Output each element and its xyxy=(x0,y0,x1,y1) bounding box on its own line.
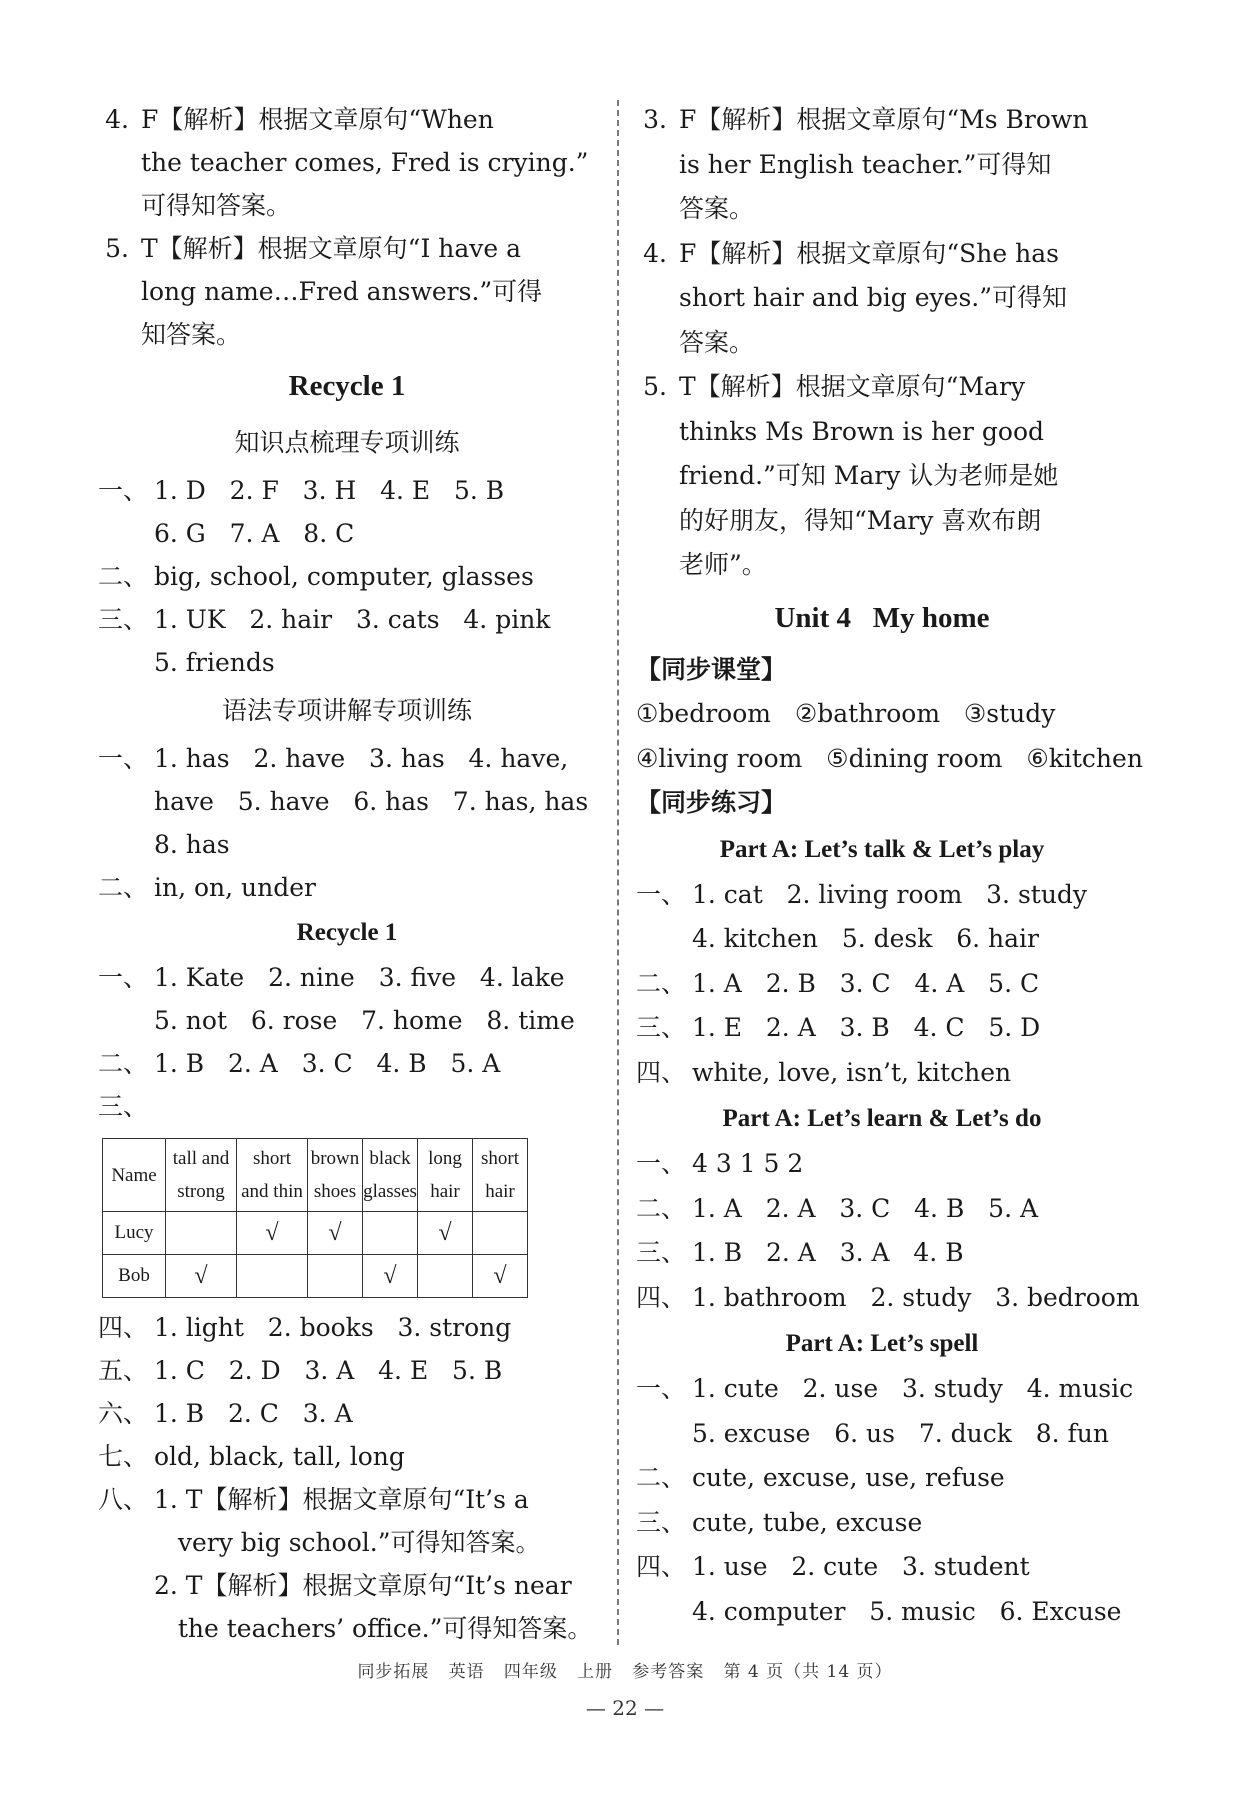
answer-line xyxy=(636,187,1128,232)
answer-line xyxy=(98,1435,596,1478)
table-header-cell: Name xyxy=(103,1139,166,1212)
table-header-cell: black glasses xyxy=(363,1139,418,1212)
answer-line xyxy=(98,1349,596,1392)
answer-line xyxy=(98,141,596,184)
answer-line xyxy=(98,1564,596,1607)
answer-text: 1. B 2. C 3. A xyxy=(154,1399,353,1428)
part-spell-answers xyxy=(636,1367,1134,1634)
answer-line xyxy=(636,1412,1128,1457)
right-column xyxy=(636,98,1143,1634)
answer-line xyxy=(636,543,1128,588)
question-index: 二、 xyxy=(636,1463,687,1492)
answer-text: 的好朋友，得知“Mary 喜欢布朗 xyxy=(679,505,1042,535)
left-column xyxy=(98,98,596,1650)
answer-line xyxy=(636,1231,1128,1276)
answer-text: thinks Ms Brown is her good xyxy=(679,416,1045,446)
answer-line xyxy=(636,98,1128,143)
question-index: 二、 xyxy=(636,1193,687,1223)
answer-line xyxy=(98,956,596,999)
table-mark-cell xyxy=(308,1255,363,1298)
answer-line xyxy=(98,1478,596,1521)
answer-text: short hair and big eyes.”可得知 xyxy=(679,283,1068,312)
answer-line xyxy=(636,365,1128,410)
answer-line xyxy=(636,873,1128,918)
question-index: 二、 xyxy=(98,1049,149,1078)
answer-text: 1. B 2. A 3. C 4. B 5. A xyxy=(154,1049,501,1078)
item-number: 4. xyxy=(643,238,667,268)
answer-text: is her English teacher.”可得知 xyxy=(679,149,1052,179)
answer-text: 5. excuse 6. us 7. duck 8. fun xyxy=(692,1418,1109,1448)
answer-line xyxy=(98,98,596,141)
item-number: 3. xyxy=(643,105,667,134)
answer-text: 4. computer 5. music 6. Excuse xyxy=(692,1596,1122,1626)
answer-line xyxy=(98,1607,596,1650)
item-number: 5. xyxy=(105,234,129,263)
vocab-list xyxy=(636,692,1143,781)
answer-text: 5. friends xyxy=(154,648,275,677)
answer-text: 1. D 2. F 3. H 4. E 5. B xyxy=(154,476,505,505)
answer-text: 1. bathroom 2. study 3. bedroom xyxy=(692,1282,1140,1312)
answer-text: 1. has 2. have 3. has 4. have, xyxy=(154,744,569,773)
answer-text: very big school.”可得知答案。 xyxy=(154,1528,541,1557)
answer-line xyxy=(98,1085,596,1128)
answer-line xyxy=(636,1456,1128,1501)
sync-class-label: 【同步课堂】 xyxy=(636,654,787,684)
table-header-cell: short hair xyxy=(473,1139,528,1212)
question-index: 一、 xyxy=(98,963,149,992)
question-index: 三、 xyxy=(636,1013,687,1042)
answer-line xyxy=(636,962,1128,1007)
answer-text: F【解析】根据文章原句“She has xyxy=(679,238,1059,268)
question-index: 一、 xyxy=(98,744,149,773)
answer-text: 2. T【解析】根据文章原句“It’s near xyxy=(154,1571,572,1600)
part-talk-title: Part A: Let’s talk & Let’s play xyxy=(719,835,1045,863)
answer-text: T【解析】根据文章原句“Mary xyxy=(679,372,1026,401)
answer-text: the teachers’ office.”可得知答案。 xyxy=(154,1614,593,1643)
answer-text: 1. Kate 2. nine 3. five 4. lake xyxy=(154,963,565,992)
table-mark-cell xyxy=(473,1212,528,1255)
question-index: 四、 xyxy=(636,1057,687,1087)
answer-line xyxy=(636,143,1128,188)
question-index: 一、 xyxy=(98,476,149,505)
question-index: 二、 xyxy=(98,562,149,591)
part-spell-title: Part A: Let’s spell xyxy=(785,1330,979,1357)
answer-text: 答案。 xyxy=(679,194,755,223)
question-index: 四、 xyxy=(636,1552,687,1581)
table-name-cell: Bob xyxy=(103,1255,166,1298)
answer-line xyxy=(636,276,1128,321)
question-index: 一、 xyxy=(636,1149,687,1178)
answer-line xyxy=(636,1006,1128,1051)
answer-line xyxy=(636,1590,1128,1635)
answer-line xyxy=(636,499,1128,544)
answer-line xyxy=(98,469,596,512)
answer-text: 8. has xyxy=(154,830,230,859)
table-name-cell: Lucy xyxy=(103,1212,166,1255)
question-index: 三、 xyxy=(98,1092,149,1121)
answer-text: 1. B 2. A 3. A 4. B xyxy=(692,1238,964,1267)
recycle-test-answers-part1 xyxy=(98,956,596,1128)
table-mark-cell xyxy=(363,1212,418,1255)
grammar-answers xyxy=(98,737,596,909)
answer-text: cute, excuse, use, refuse xyxy=(692,1463,1005,1492)
answer-text: in, on, under xyxy=(154,873,316,902)
unit4-title: Unit 4 My home xyxy=(774,601,990,634)
answer-line xyxy=(636,917,1128,962)
answer-text: 4. kitchen 5. desk 6. hair xyxy=(692,924,1039,953)
table-mark-cell xyxy=(166,1212,237,1255)
question-index: 五、 xyxy=(98,1356,149,1385)
answer-line xyxy=(636,321,1128,366)
answer-text: 答案。 xyxy=(679,327,755,357)
question-index: 三、 xyxy=(98,605,149,634)
answer-text: 1. UK 2. hair 3. cats 4. pink xyxy=(154,605,551,634)
answer-text: 老师”。 xyxy=(679,550,767,579)
question-index: 三、 xyxy=(636,1238,687,1267)
question-index: 四、 xyxy=(636,1282,687,1312)
part-talk-answers xyxy=(636,873,1128,1096)
vocab-line: ④living room ⑤dining room ⑥kitchen xyxy=(636,743,1143,773)
question-index: 七、 xyxy=(98,1442,149,1471)
answer-line xyxy=(98,227,596,270)
question-index: 八、 xyxy=(98,1485,149,1514)
part-learn-answers xyxy=(636,1142,1140,1320)
answer-text: friend.”可知 Mary 认为老师是她 xyxy=(679,461,1059,490)
answer-line xyxy=(636,410,1128,455)
answer-text: cute, tube, excuse xyxy=(692,1507,923,1537)
answer-line xyxy=(636,1051,1128,1096)
recycle1-title: Recycle 1 xyxy=(288,370,406,402)
table-mark-cell: √ xyxy=(308,1212,363,1255)
answer-text: 可得知答案。 xyxy=(141,191,292,220)
item-number: 4. xyxy=(105,105,129,134)
recycle-test-answers-part2 xyxy=(98,1306,596,1650)
table-mark-cell: √ xyxy=(473,1255,528,1298)
answer-line xyxy=(636,1545,1128,1590)
table-header-cell: short and thin xyxy=(237,1139,308,1212)
answer-line xyxy=(98,270,596,313)
vocab-line: ①bedroom ②bathroom ③study xyxy=(636,699,1056,728)
answer-text: have 5. have 6. has 7. has, has xyxy=(154,787,589,816)
answer-line xyxy=(98,512,596,555)
table-mark-cell: √ xyxy=(363,1255,418,1298)
answer-text: long name…Fred answers.”可得 xyxy=(141,277,543,306)
answer-line xyxy=(98,823,596,866)
answer-text: 4 3 1 5 2 xyxy=(692,1149,804,1178)
recycle1-test-title: Recycle 1 xyxy=(296,919,398,946)
answer-line xyxy=(98,1392,596,1435)
question-index: 一、 xyxy=(636,879,687,909)
answer-line xyxy=(636,232,1128,277)
answer-line xyxy=(98,866,596,909)
item-number: 5. xyxy=(643,372,667,401)
answer-line xyxy=(98,737,596,780)
question-index: 二、 xyxy=(636,968,687,998)
answer-text: 1. A 2. A 3. C 4. B 5. A xyxy=(692,1193,1039,1223)
answer-line xyxy=(98,1521,596,1564)
answer-text: white, love, isn’t, kitchen xyxy=(692,1057,1012,1087)
answer-line xyxy=(636,454,1128,499)
grammar-section-title: 语法专项讲解专项训练 xyxy=(221,696,472,725)
table-mark-cell: √ xyxy=(418,1212,473,1255)
question-index: 二、 xyxy=(98,873,149,902)
answer-text: old, black, tall, long xyxy=(154,1442,405,1471)
table-mark-cell: √ xyxy=(166,1255,237,1298)
answer-text: T【解析】根据文章原句“I have a xyxy=(141,234,522,263)
page-footer: 同步拓展 英语 四年级 上册 参考答案 第 4 页（共 14 页） xyxy=(357,1662,893,1682)
answer-text: 1. C 2. D 3. A 4. E 5. B xyxy=(154,1356,503,1385)
answer-line xyxy=(98,184,596,227)
description-table xyxy=(102,1138,528,1298)
answer-text: 1. light 2. books 3. strong xyxy=(154,1313,512,1342)
part-learn-title: Part A: Let’s learn & Let’s do xyxy=(722,1105,1042,1132)
answer-text: 1. cute 2. use 3. study 4. music xyxy=(692,1374,1134,1403)
question-index: 四、 xyxy=(98,1313,149,1342)
question-index: 一、 xyxy=(636,1374,687,1403)
answer-line xyxy=(636,1501,1128,1546)
answer-text: F【解析】根据文章原句“Ms Brown xyxy=(679,105,1089,134)
left-top-answers xyxy=(98,98,596,356)
answer-text: 1. E 2. A 3. B 4. C 5. D xyxy=(692,1013,1041,1042)
answer-line xyxy=(98,780,596,823)
table-mark-cell xyxy=(237,1255,308,1298)
page-number: — 22 — xyxy=(585,1696,665,1720)
question-index: 六、 xyxy=(98,1399,149,1428)
table-header-cell: long hair xyxy=(418,1139,473,1212)
table-mark-cell: √ xyxy=(237,1212,308,1255)
answer-line xyxy=(636,1367,1134,1412)
table-mark-cell xyxy=(418,1255,473,1298)
answer-text: 6. G 7. A 8. C xyxy=(154,519,355,548)
right-top-answers xyxy=(636,98,1128,588)
sync-practice-label: 【同步练习】 xyxy=(636,788,787,817)
answer-line xyxy=(98,598,596,641)
table-row xyxy=(103,1255,528,1298)
answer-line xyxy=(636,1142,1128,1187)
knowledge-section-title: 知识点梳理专项训练 xyxy=(234,428,460,457)
answer-text: 5. not 6. rose 7. home 8. time xyxy=(154,1006,575,1035)
answer-text: 1. T【解析】根据文章原句“It’s a xyxy=(154,1485,529,1514)
table-header-cell: brown shoes xyxy=(308,1139,363,1212)
table-header-row xyxy=(103,1139,528,1212)
knowledge-answers xyxy=(98,469,596,684)
answer-text: the teacher comes, Fred is crying.” xyxy=(141,148,589,177)
answer-text: big, school, computer, glasses xyxy=(154,562,534,591)
answer-line xyxy=(98,999,596,1042)
answer-text: 知答案。 xyxy=(141,320,242,349)
answer-line xyxy=(98,555,596,598)
answer-line xyxy=(636,1276,1140,1321)
question-index: 三、 xyxy=(636,1507,687,1537)
table-header-cell: tall and strong xyxy=(166,1139,237,1212)
answer-text: 1. A 2. B 3. C 4. A 5. C xyxy=(692,968,1040,998)
answer-line xyxy=(98,313,596,356)
table-row xyxy=(103,1212,528,1255)
answer-line xyxy=(636,1187,1128,1232)
answer-text: F【解析】根据文章原句“When xyxy=(141,105,494,134)
answer-line xyxy=(98,1042,596,1085)
answer-line xyxy=(98,641,596,684)
answer-text: 1. use 2. cute 3. student xyxy=(692,1552,1030,1581)
answer-text: 1. cat 2. living room 3. study xyxy=(692,879,1088,909)
column-divider xyxy=(617,100,619,1645)
answer-line xyxy=(98,1306,596,1349)
